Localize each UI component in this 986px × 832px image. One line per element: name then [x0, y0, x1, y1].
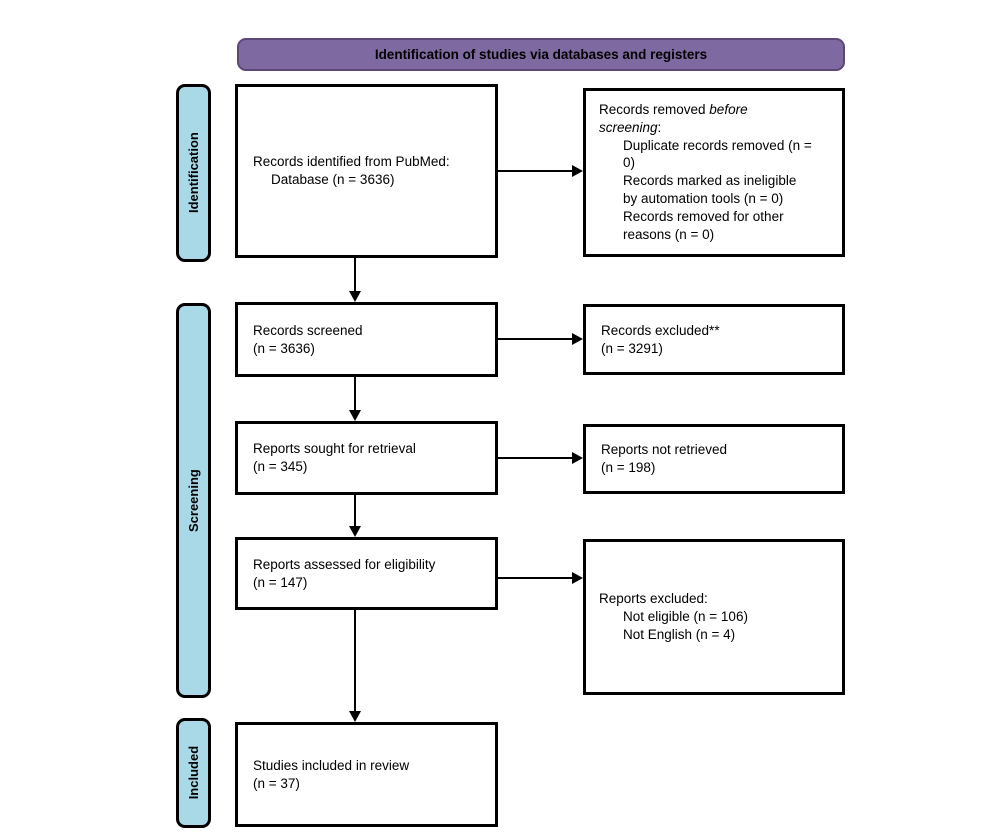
- stage-included: [176, 718, 211, 828]
- arrow-screened-to-excluded: [498, 338, 572, 340]
- records-removed-item-automation: Records marked as ineligible by automation tools (n = 0): [623, 173, 797, 207]
- reports-not-retrieved-line1: Reports not retrieved: [601, 442, 728, 458]
- reports-not-retrieved-line2: (n = 198): [601, 460, 656, 475]
- box-records-excluded: [583, 304, 845, 375]
- box-reports-assessed: [235, 537, 498, 610]
- arrow-assessed-to-reports-excluded: [498, 577, 572, 579]
- arrow-identified-to-screened: [354, 258, 356, 291]
- arrow-sought-to-not-retrieved: [498, 457, 572, 459]
- arrow-sought-to-assessed: [354, 495, 356, 526]
- box-reports-excluded: [583, 539, 845, 695]
- stage-included-label: Included: [185, 746, 201, 800]
- arrow-assessed-to-included: [354, 610, 356, 711]
- reports-excluded-lead: Reports excluded:: [599, 591, 708, 607]
- reports-excluded-item-not-eligible: Not eligible (n = 106): [623, 609, 748, 625]
- arrow-screened-to-sought: [354, 377, 356, 410]
- stage-identification-label: Identification: [185, 132, 201, 214]
- box-records-identified: [235, 84, 498, 258]
- arrow-identified-to-removed: [498, 170, 572, 172]
- records-screened-line2: (n = 3636): [253, 340, 315, 356]
- reports-sought-line2: (n = 345): [253, 459, 308, 474]
- stage-screening-label: Screening: [185, 469, 201, 532]
- reports-excluded-item-not-english: Not English (n = 4): [623, 626, 736, 642]
- reports-assessed-line1: Reports assessed for eligibility: [253, 556, 436, 572]
- studies-included-line2: (n = 37): [253, 775, 300, 791]
- reports-sought-line1: Reports sought for retrieval: [253, 441, 416, 457]
- banner-title-label: Identification of studies via databases and registers: [374, 46, 708, 62]
- records-removed-item-duplicates: Duplicate records removed (n = 0): [623, 137, 812, 171]
- reports-assessed-line2: (n = 147): [253, 574, 308, 590]
- studies-included-line1: Studies included in review: [253, 757, 410, 773]
- records-excluded-line2: (n = 3291): [601, 340, 663, 356]
- box-reports-not-retrieved: [583, 424, 845, 494]
- records-identified-line2: Database (n = 3636): [271, 172, 395, 187]
- stage-screening: [176, 303, 211, 698]
- records-removed-item-other: Records removed for other reasons (n = 0): [623, 208, 784, 242]
- box-studies-included: [235, 722, 498, 827]
- records-screened-line1: Records screened: [253, 322, 363, 338]
- records-identified-line1: Records identified from PubMed:: [253, 154, 450, 170]
- banner-title: [237, 38, 845, 71]
- records-excluded-line1: Records excluded**: [601, 322, 720, 338]
- records-removed-lead-line1: Records removed before: [599, 102, 748, 117]
- box-records-removed: [583, 88, 845, 257]
- box-records-screened: [235, 302, 498, 377]
- records-removed-lead-line2: screening:: [599, 119, 662, 135]
- box-reports-sought: [235, 421, 498, 495]
- stage-identification: [176, 84, 211, 262]
